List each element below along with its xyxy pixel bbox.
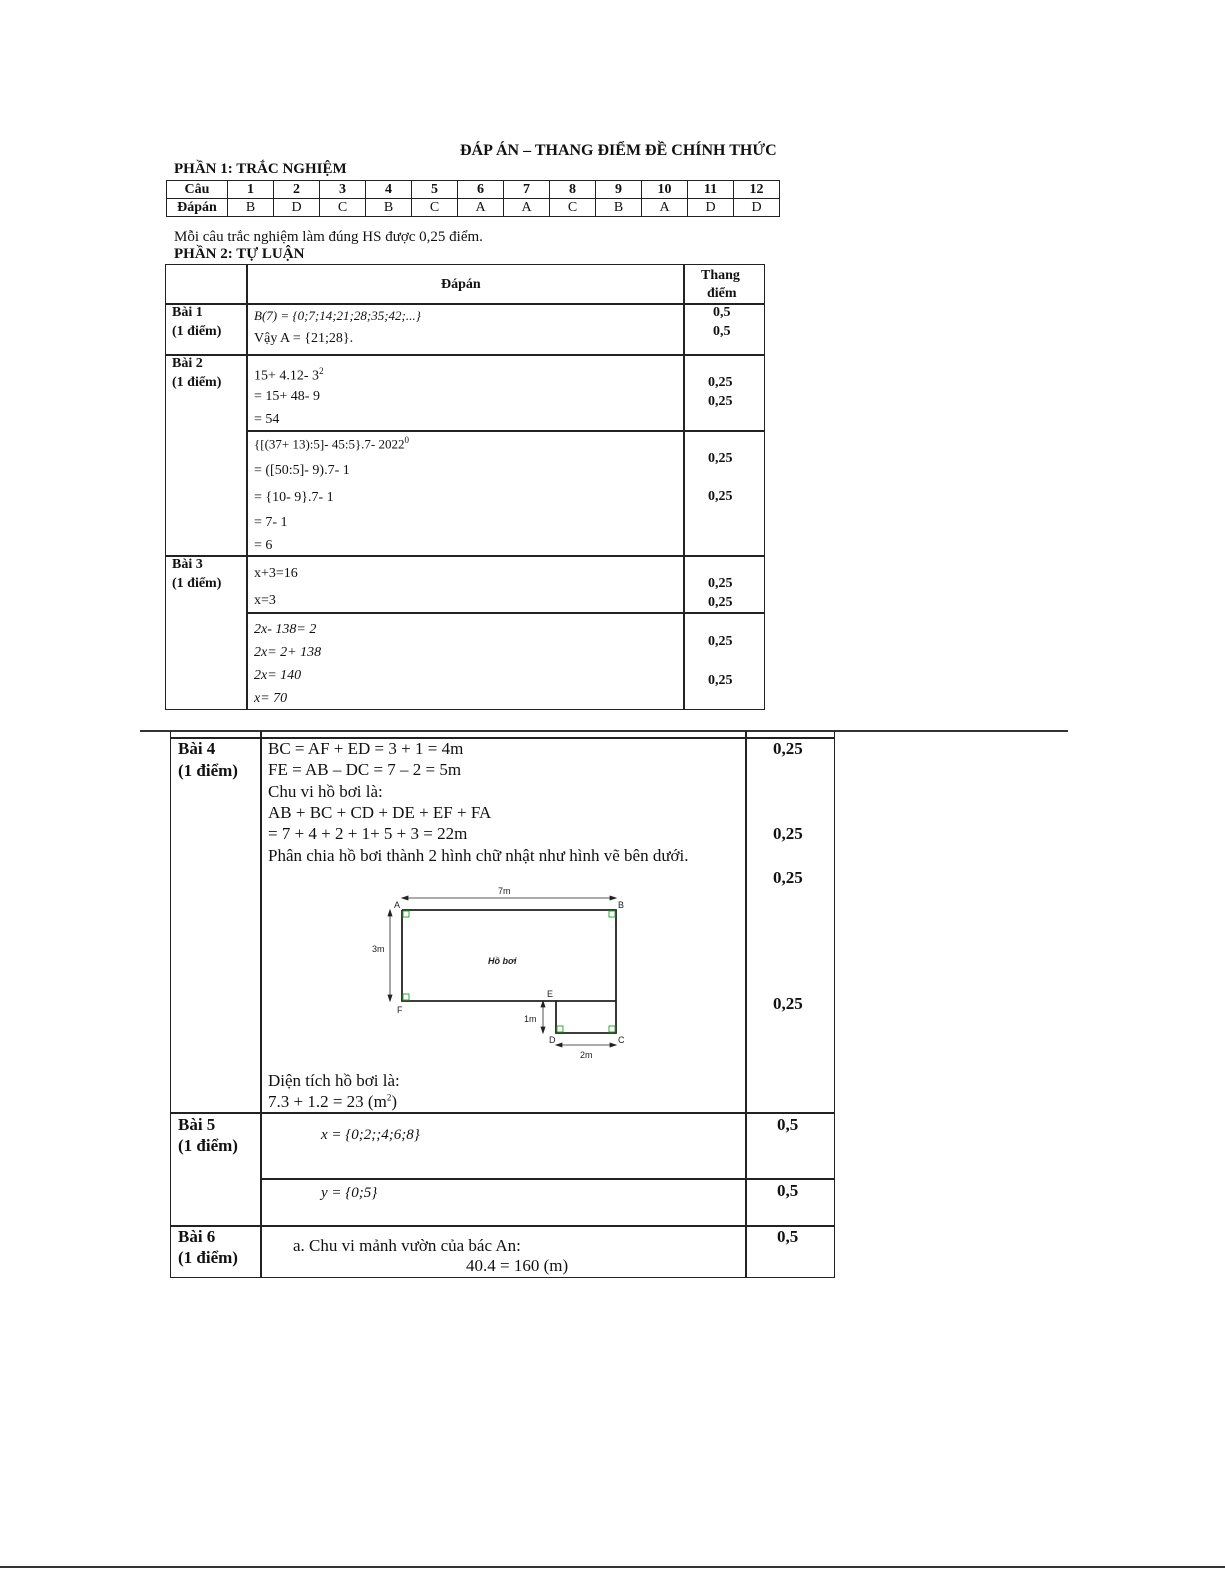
bai2-line: = 6	[254, 538, 273, 553]
mc-question-number: 8	[550, 181, 596, 199]
bai6-line: 40.4 = 160 (m)	[466, 1256, 569, 1275]
score: 0,5	[777, 1115, 799, 1134]
mc-answer: C	[320, 199, 366, 217]
mc-answer: C	[412, 199, 458, 217]
mc-note: Mỗi câu trắc nghiệm làm đúng HS được 0,25 điểm.	[174, 229, 483, 245]
bai4-line: Diện tích hồ bơi là:	[268, 1071, 400, 1090]
score: 0,5	[777, 1227, 799, 1246]
score: 0,5	[713, 305, 731, 320]
mc-answer: A	[642, 199, 688, 217]
bai3-line: x= 70	[254, 691, 288, 706]
mc-answer: B	[596, 199, 642, 217]
bai2-line: = {10- 9}.7- 1	[254, 490, 334, 505]
bai2-line: {[(37+ 13):5]- 45:5}.7- 2022$^0$	[254, 435, 410, 452]
label-F: F	[397, 1005, 403, 1015]
mc-question-number: 10	[642, 181, 688, 199]
mc-row-label: Câu	[167, 181, 228, 199]
bai3-line: 2x- 138= 2	[254, 622, 317, 637]
mc-answer: A	[458, 199, 504, 217]
bai3-line: 2x= 2+ 138	[254, 645, 322, 660]
label-3m: 3m	[372, 944, 385, 954]
bai4-line: = 7 + 4 + 2 + 1+ 5 + 3 = 22m	[268, 824, 468, 843]
score: 0,25	[773, 739, 803, 758]
pool-diagram	[360, 880, 660, 1065]
bai6-line: a. Chu vi mảnh vườn của bác An:	[293, 1236, 521, 1255]
score: 0,25	[708, 489, 733, 504]
score: 0,25	[708, 634, 733, 649]
mc-answer: B	[228, 199, 274, 217]
multiple-choice-table	[166, 180, 780, 217]
mc-question-number: 12	[734, 181, 780, 199]
score: 0,25	[773, 824, 803, 843]
answer-column-header: Đápán	[441, 277, 481, 292]
mc-question-number: 7	[504, 181, 550, 199]
score: 0,25	[708, 595, 733, 610]
bai2-label: Bài 2	[172, 356, 203, 371]
bai2-line: = 54	[254, 412, 280, 427]
pool-outline	[402, 910, 616, 1033]
mc-question-number: 5	[412, 181, 458, 199]
bai4-line: 7.3 + 1.2 = 23 $(m^2)$	[268, 1092, 397, 1111]
bai5-line: y = {0;5}	[321, 1185, 378, 1201]
mc-question-number: 6	[458, 181, 504, 199]
bai2-line: = ([50:5]- 9).7- 1	[254, 463, 350, 478]
bai5-label: Bài 5	[178, 1115, 216, 1134]
bai1-line: Vậy A = {21;28}.	[254, 331, 354, 346]
bai2-points: (1 điểm)	[172, 375, 222, 390]
score: 0,25	[708, 375, 733, 390]
bai6-points: (1 điểm)	[178, 1248, 238, 1267]
score: 0,25	[773, 868, 803, 887]
bai4-line: BC = AF + ED = 3 + 1 = 4m	[268, 739, 464, 758]
mc-answer: D	[274, 199, 320, 217]
mc-answer: A	[504, 199, 550, 217]
score: 0,25	[708, 576, 733, 591]
score-column-header: điểm	[707, 286, 737, 301]
mc-question-number: 2	[274, 181, 320, 199]
bai4-label: Bài 4	[178, 739, 216, 758]
score-column-header: Thang	[701, 268, 740, 283]
bai4-line: AB + BC + CD + DE + EF + FA	[268, 803, 492, 822]
label-A: A	[394, 900, 401, 910]
mc-question-number: 3	[320, 181, 366, 199]
bai1-points: (1 điểm)	[172, 324, 222, 339]
score: 0,25	[708, 394, 733, 409]
mc-answer: D	[734, 199, 780, 217]
bai5-line: x = {0;2;;4;6;8}	[321, 1127, 420, 1143]
bai3-label: Bài 3	[172, 557, 203, 572]
mc-answer: C	[550, 199, 596, 217]
bai2-line: = 15+ 48- 9	[254, 389, 320, 404]
mc-row-label: Đápán	[167, 199, 228, 217]
bai4-line: Chu vi hồ bơi là:	[268, 782, 383, 801]
bai3-line: x+3=16	[254, 566, 298, 581]
label-D: D	[549, 1035, 556, 1045]
bai2-line: = 7- 1	[254, 515, 288, 530]
bai4-line: Phân chia hồ bơi thành 2 hình chữ nhật như hình vẽ bên dưới.	[268, 846, 689, 865]
part2-heading: PHẦN 2: TỰ LUẬN	[174, 246, 305, 262]
score: 0,25	[708, 451, 733, 466]
bai1-label: Bài 1	[172, 305, 203, 320]
bai3-line: x=3	[254, 593, 276, 608]
part1-heading: PHẦN 1: TRẮC NGHIỆM	[174, 161, 347, 177]
mc-question-number: 9	[596, 181, 642, 199]
bai1-line: B(7) = {0;7;14;21;28;35;42;...}	[254, 308, 421, 323]
label-1m: 1m	[524, 1014, 537, 1024]
bai5-points: (1 điểm)	[178, 1136, 238, 1155]
bai3-line: 2x= 140	[254, 668, 302, 683]
label-7m: 7m	[498, 886, 511, 896]
mc-answer: B	[366, 199, 412, 217]
label-E: E	[547, 989, 554, 999]
label-B: B	[618, 900, 625, 910]
bai6-label: Bài 6	[178, 1227, 216, 1246]
score: 0,25	[708, 673, 733, 688]
page-title: ĐÁP ÁN – THANG ĐIỂM ĐỀ CHÍNH THỨC	[460, 142, 777, 159]
mc-question-number: 1	[228, 181, 274, 199]
bai3-points: (1 điểm)	[172, 576, 222, 591]
bai4-points: (1 điểm)	[178, 761, 238, 780]
score: 0,5	[713, 324, 731, 339]
score: 0,25	[773, 994, 803, 1013]
bai2-line: 15+ 4.12- $3^2$	[254, 366, 324, 384]
mc-question-number: 11	[688, 181, 734, 199]
mc-question-number: 4	[366, 181, 412, 199]
bottom-border	[0, 1566, 1225, 1568]
label-pool: Hồ bơi	[488, 956, 517, 966]
score: 0,5	[777, 1181, 799, 1200]
label-C: C	[618, 1035, 625, 1045]
mc-answer: D	[688, 199, 734, 217]
label-2m: 2m	[580, 1050, 593, 1060]
bai4-line: FE = AB – DC = 7 – 2 = 5m	[268, 760, 462, 779]
